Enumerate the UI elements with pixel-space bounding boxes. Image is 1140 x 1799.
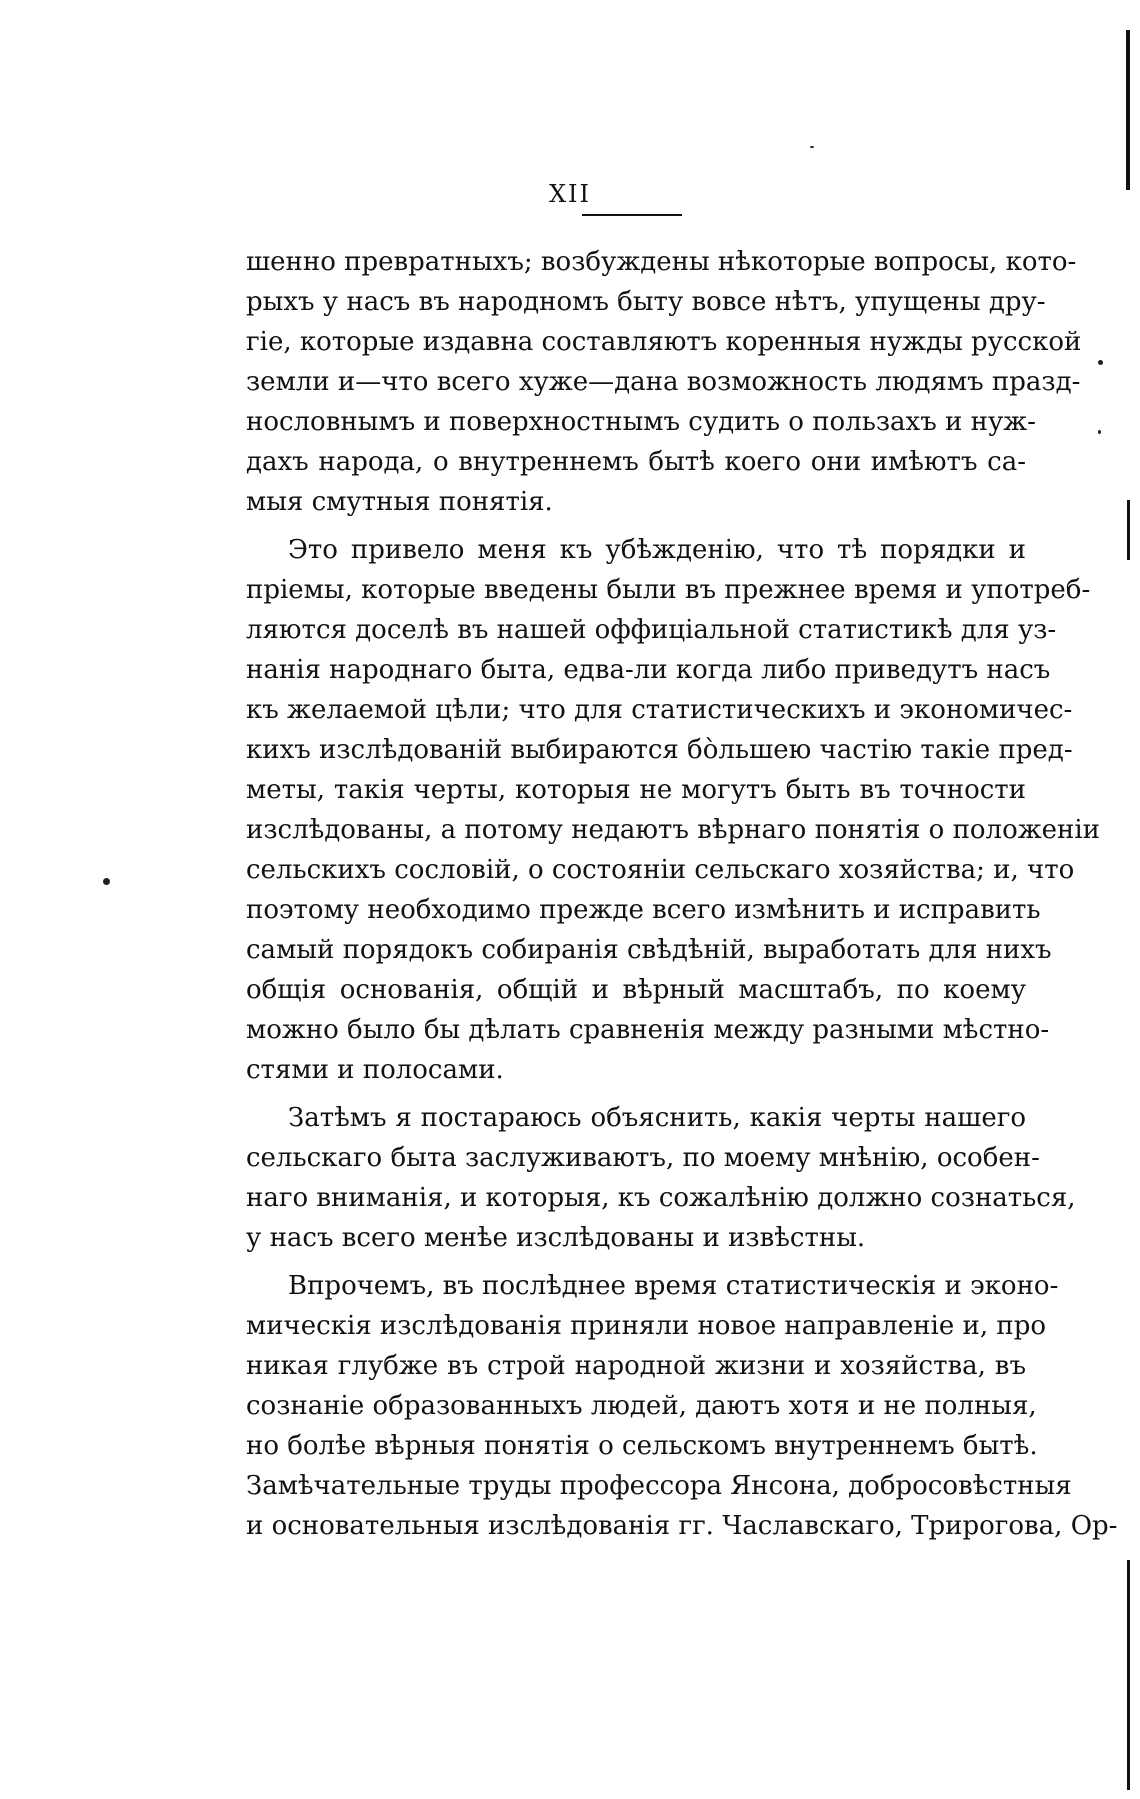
- scan-speck: [103, 878, 110, 885]
- text-line: Затѣмъ я постараюсь объяснить, какія черты нашего: [288, 1103, 1026, 1133]
- text-line: шенно превратныхъ; возбуждены нѣкоторые вопросы, кото-: [246, 247, 1077, 277]
- text-line: земли и—что всего хуже—дана возможность людямъ празд-: [246, 367, 1081, 397]
- text-line: сельскаго быта заслуживаютъ, по моему мнѣнію, особен-: [246, 1143, 1040, 1173]
- text-line: общія основанія, общій и вѣрный масштабъ, по коему: [246, 975, 1026, 1005]
- paragraph-gap: [246, 1258, 1026, 1266]
- text-line: гіе, которые издавна составляютъ коренныя нужды русской: [246, 327, 1082, 357]
- text-line: Замѣчательные труды профессора Янсона, добросовѣстныя: [246, 1471, 1072, 1501]
- text-line: сознаніе образованныхъ людей, даютъ хотя и не полныя,: [246, 1391, 1037, 1421]
- text-line: у насъ всего менѣе изслѣдованы и извѣстны.: [246, 1223, 866, 1253]
- text-line: рыхъ у насъ въ народномъ быту вовсе нѣтъ, упущены дру-: [246, 287, 1046, 317]
- page-number-rule: [582, 214, 682, 216]
- scan-speck: [1098, 360, 1103, 365]
- text-line: Впрочемъ, въ послѣднее время статистическія и эконо-: [288, 1271, 1059, 1301]
- text-line: нанія народнаго быта, едва-ли когда либо приведутъ насъ: [246, 655, 1051, 685]
- text-line: и основательныя изслѣдованія гг. Чаславскаго, Трирогова, Ор-: [246, 1511, 1118, 1541]
- text-line: дахъ народа, о внутреннемъ бытѣ коего они имѣютъ са-: [246, 447, 1026, 477]
- text-line: меты, такія черты, которыя не могутъ быть въ точности: [246, 775, 1026, 805]
- text-line: самый порядокъ собиранія свѣдѣній, выработать для нихъ: [246, 935, 1052, 965]
- paragraph-gap: [246, 1090, 1026, 1098]
- body-text: [246, 242, 1118, 1546]
- scan-speck: [1098, 430, 1101, 434]
- paragraph: [246, 242, 1082, 522]
- text-line: кихъ изслѣдованій выбираются бо̀льшею частію такіе пред-: [246, 735, 1073, 765]
- text-line: сельскихъ сословій, о состояніи сельскаго хозяйства; и, что: [246, 855, 1075, 885]
- text-line: можно было бы дѣлать сравненія между разными мѣстно-: [246, 1015, 1050, 1045]
- text-line: поэтому необходимо прежде всего измѣнить и исправить: [246, 895, 1041, 925]
- text-line: наго вниманія, и которыя, къ сожалѣнію должно сознаться,: [246, 1183, 1076, 1213]
- text-line: Это привело меня къ убѣжденію, что тѣ порядки и: [288, 535, 1026, 565]
- text-line: никая глубже въ строй народной жизни и хозяйства, въ: [246, 1351, 1026, 1381]
- text-line: пріемы, которые введены были въ прежнее время и употреб-: [246, 575, 1091, 605]
- scan-speck: [810, 146, 814, 148]
- scan-edge-mark: [1126, 30, 1130, 190]
- text-line: стями и полосами.: [246, 1055, 504, 1085]
- text-line: къ желаемой цѣли; что для статистическихъ и экономичес-: [246, 695, 1073, 725]
- text-line: изслѣдованы, а потому недаютъ вѣрнаго понятія о положеніи: [246, 815, 1101, 845]
- text-line: мыя смутныя понятія.: [246, 487, 553, 517]
- paragraph: [246, 1266, 1118, 1546]
- page-number: XII: [548, 180, 592, 208]
- paragraph: [246, 530, 1101, 1090]
- text-line: нословнымъ и поверхностнымъ судить о пользахъ и нуж-: [246, 407, 1036, 437]
- text-line: но болѣе вѣрныя понятія о сельскомъ внутреннемъ бытѣ.: [246, 1431, 1038, 1461]
- scan-edge-mark: [1127, 500, 1130, 560]
- paragraph-gap: [246, 522, 1026, 530]
- scan-edge-mark: [1127, 1560, 1130, 1790]
- text-line: мическія изслѣдованія приняли новое направленіе и, про: [246, 1311, 1046, 1341]
- paragraph: [246, 1098, 1076, 1258]
- text-line: ляются доселѣ въ нашей оффиціальной статистикѣ для уз-: [246, 615, 1057, 645]
